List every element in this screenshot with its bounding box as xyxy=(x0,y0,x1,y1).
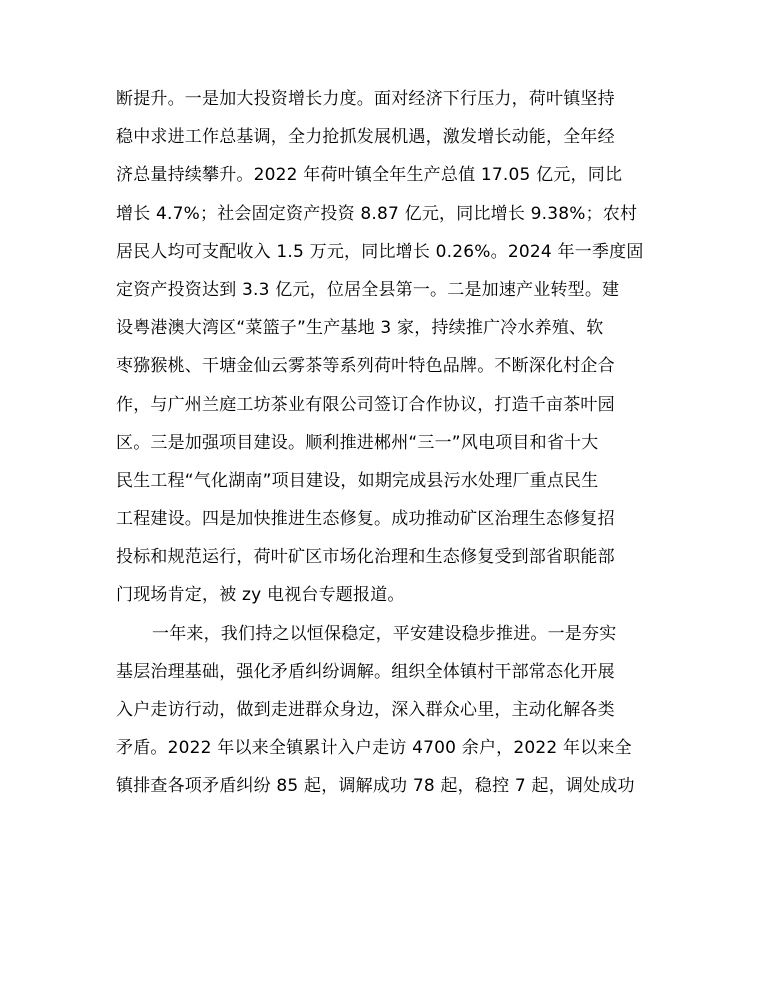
body-text xyxy=(116,80,656,806)
paragraph-1-line: 枣猕猴桃、干塘金仙云雾茶等系列荷叶特色品牌。不断深化村企合 xyxy=(116,356,615,377)
paragraph-1-line: 断提升。一是加大投资增长力度。面对经济下行压力，荷叶镇坚持 xyxy=(116,89,615,109)
paragraph-1-line: 区。三是加强项目建设。顺利推进郴州“三一”风电项目和省十大 xyxy=(116,432,599,453)
paragraph-1-line: 设粤港澳大湾区“菜篮子”生产基地 3 家，持续推广冷水养殖、软 xyxy=(116,318,604,339)
paragraph-1-line: 投标和规范运行，荷叶矿区市场化治理和生态修复受到部省职能部 xyxy=(116,547,615,568)
paragraph-2-line: 入户走访行动，做到走进群众身边，深入群众心里，主动化解各类 xyxy=(116,700,615,720)
paragraph-1-line: 稳中求进工作总基调，全力抢抓发展机遇，激发增长动能，全年经 xyxy=(116,127,615,148)
paragraph-1-line: 济总量持续攀升。2022 年荷叶镇全年生产总值 17.05 亿元，同比 xyxy=(116,165,623,186)
paragraph-2-line: 矛盾。2022 年以来全镇累计入户走访 4700 余户，2022 年以来全 xyxy=(116,738,632,759)
paragraph-1-line: 增长 4.7%；社会固定资产投资 8.87 亿元，同比增长 9.38%；农村 xyxy=(116,203,638,224)
paragraph-1-line: 定资产投资达到 3.3 亿元，位居全县第一。二是加速产业转型。建 xyxy=(116,279,620,300)
paragraph-1-line: 居民人均可支配收入 1.5 万元，同比增长 0.26%。2024 年一季度固 xyxy=(116,241,644,262)
paragraph-2-line: 镇排查各项矛盾纠纷 85 起，调解成功 78 起，稳控 7 起，调处成功 xyxy=(116,776,635,797)
paragraph-2-line: 基层治理基础，强化矛盾纠纷调解。组织全体镇村干部常态化开展 xyxy=(116,661,615,682)
paragraph-2-line: 一年来，我们持之以恒保稳定，平安建设稳步推进。一是夯实 xyxy=(152,623,617,644)
paragraph-1-line: 作，与广州兰庭工坊茶业有限公司签订合作协议，打造千亩茶叶园 xyxy=(116,394,615,415)
paragraph-1-line: 门现场肯定，被 zy 电视台专题报道。 xyxy=(116,585,405,606)
paragraph-1-line: 民生工程“气化湖南”项目建设，如期完成县污水处理厂重点民生 xyxy=(116,470,599,491)
paragraph-1-line: 工程建设。四是加快推进生态修复。成功推动矿区治理生态修复招 xyxy=(116,509,615,530)
